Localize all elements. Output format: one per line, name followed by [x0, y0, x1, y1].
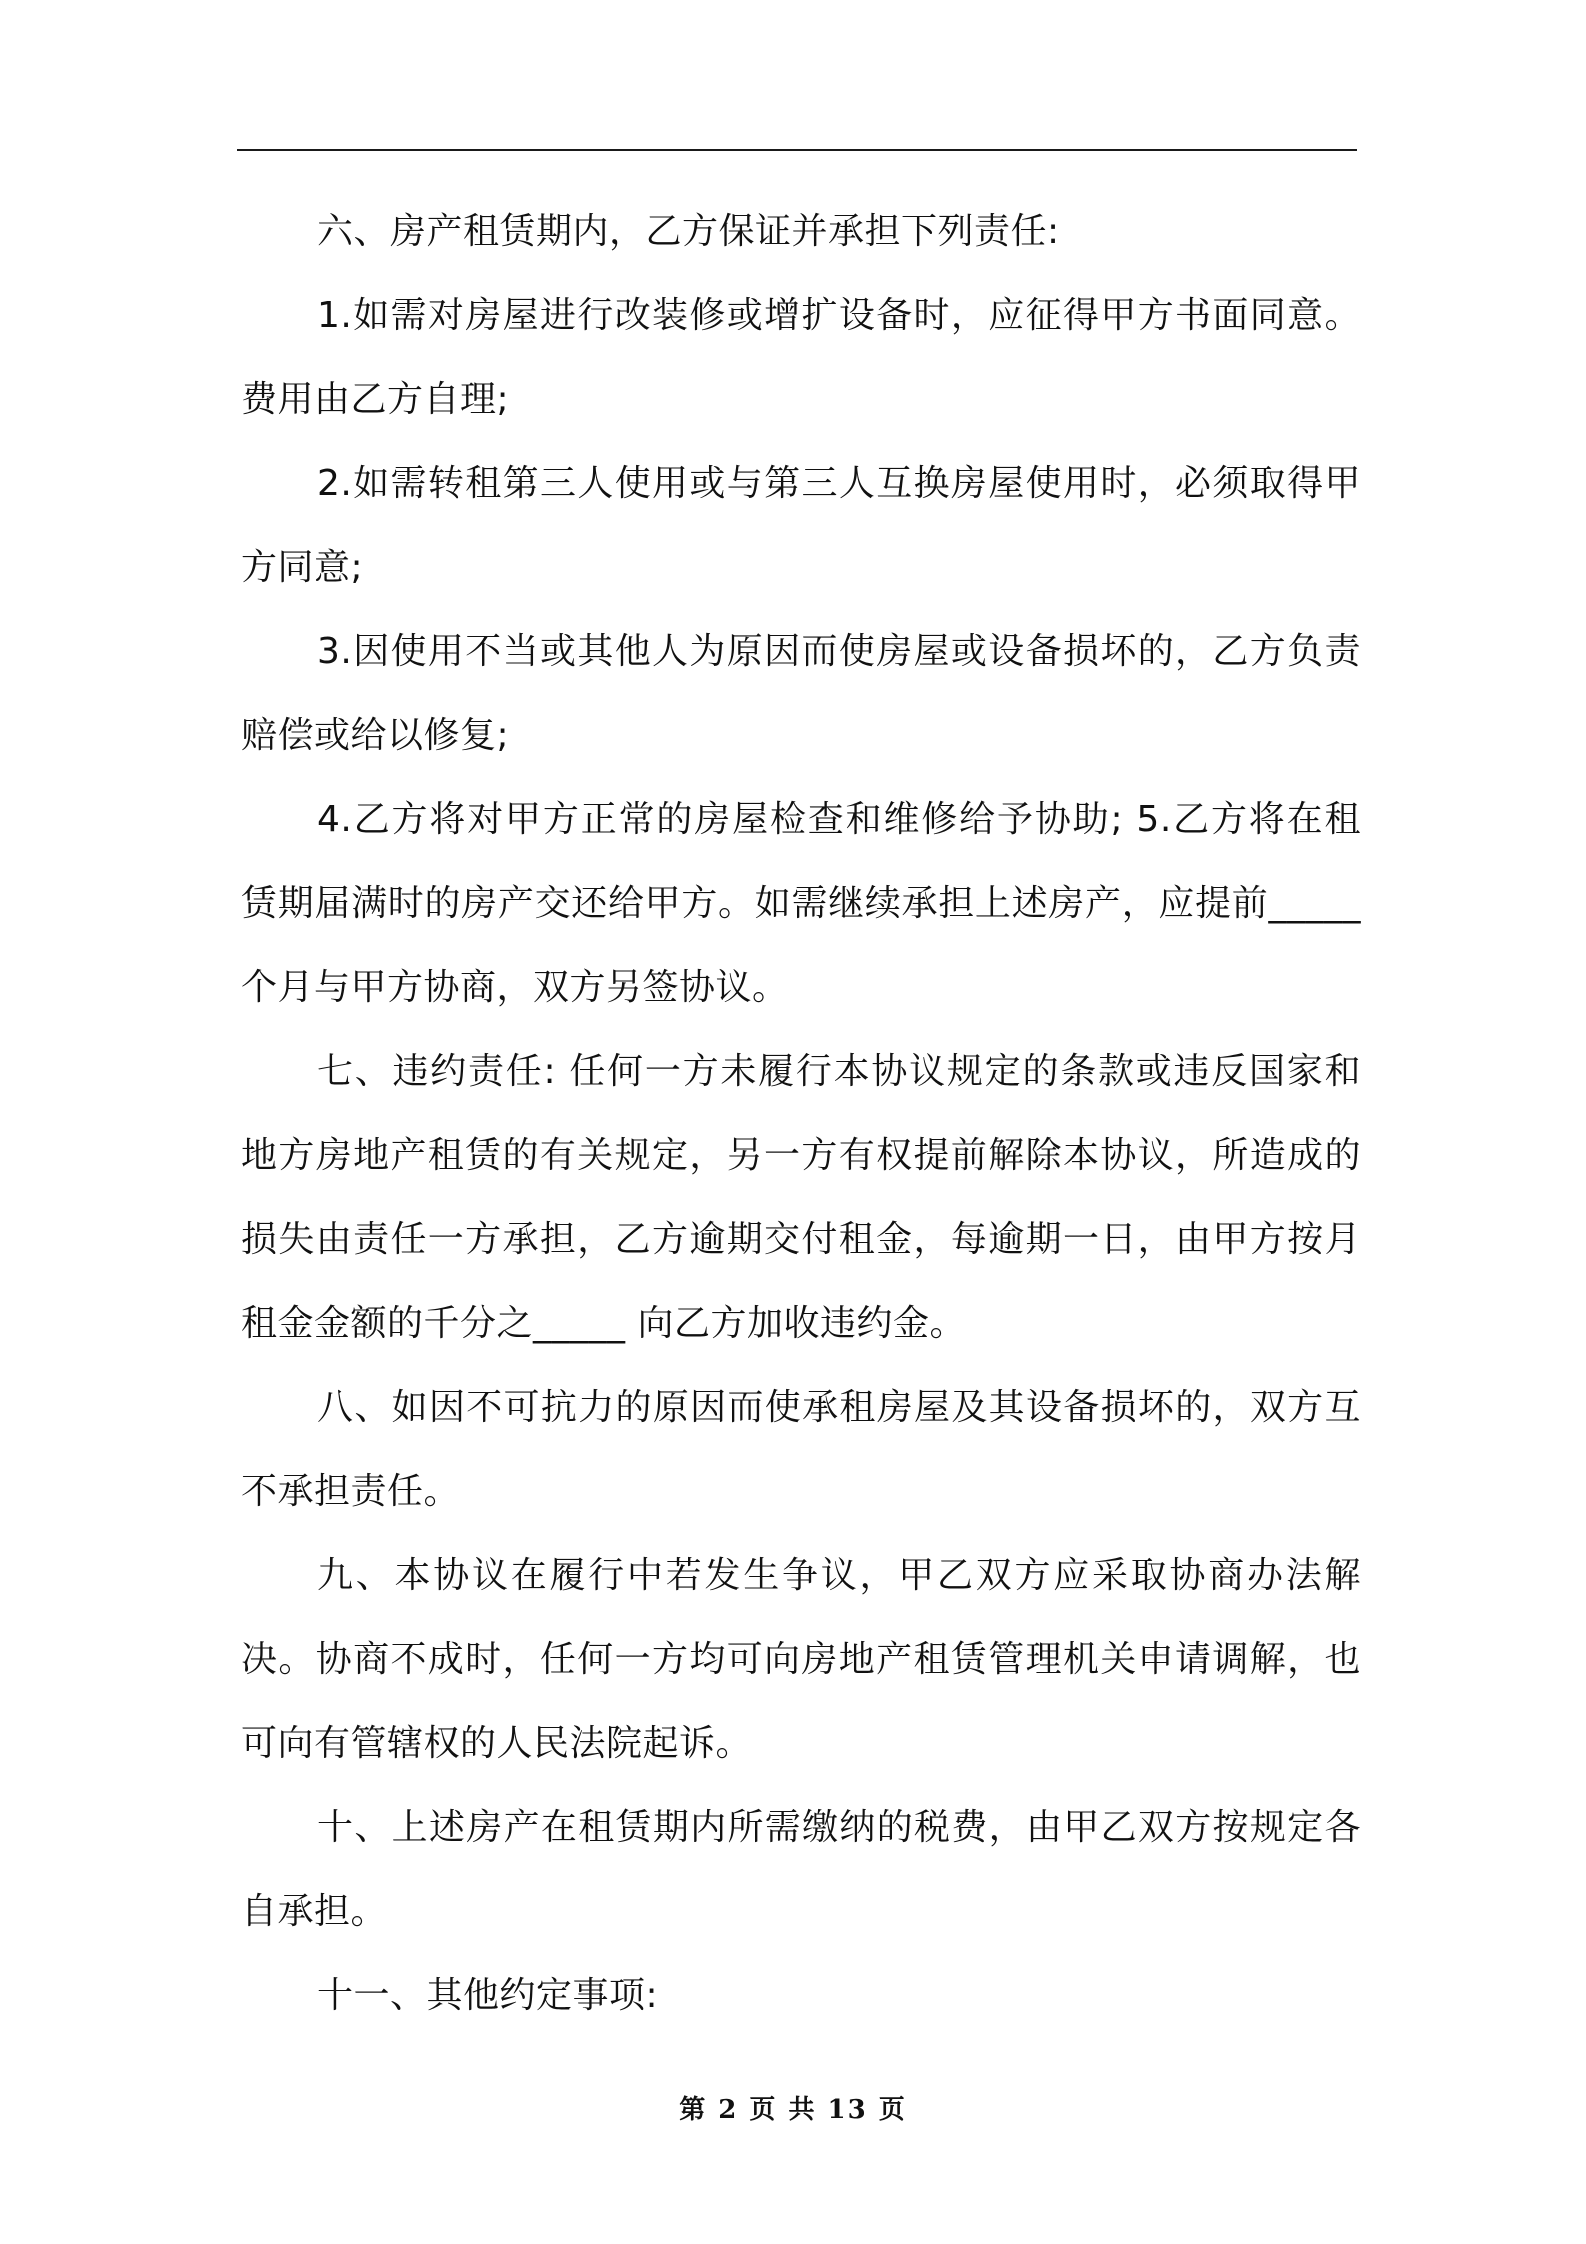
- clause-11: 十一、其他约定事项:: [317, 1975, 659, 2016]
- clause-8: 八、如因不可抗力的原因而使承租房屋及其设备损坏的，双方互不承担责任。: [241, 1387, 1361, 1512]
- page-number: 第 2 页 共 13 页: [679, 2095, 907, 2125]
- clause-10: 十、上述房产在租赁期内所需缴纳的税费，由甲乙双方按规定各自承担。: [241, 1807, 1361, 1932]
- clause-9: 九、本协议在履行中若发生争议，甲乙双方应采取协商办法解决。协商不成时，任何一方均可向房地产租赁管理机关申请调解，也可向有管辖权的人民法院起诉。: [241, 1555, 1361, 1764]
- clause-6-item-3: 3.因使用不当或其他人为原因而使房屋或设备损坏的，乙方负责赔偿或给以修复;: [241, 631, 1361, 756]
- clause-6-item-4-5: 4.乙方将对甲方正常的房屋检查和维修给予协助; 5.乙方将在租赁期届满时的房产交还给甲方。如需继续承担上述房产，应提前_____ 个月与甲方协商，双方另签协议。: [241, 799, 1361, 1008]
- clause-6-item-1: 1.如需对房屋进行改装修或增扩设备时，应征得甲方书面同意。费用由乙方自理;: [241, 295, 1361, 420]
- document-body: [241, 190, 1361, 2038]
- clause-6: 六、房产租赁期内，乙方保证并承担下列责任:: [317, 211, 1060, 252]
- header-rule: [237, 149, 1357, 151]
- clause-7: 七、违约责任: 任何一方未履行本协议规定的条款或违反国家和地方房地产租赁的有关规定，另一方有权提前解除本协议，所造成的损失由责任一方承担，乙方逾期交付租金，每逾期一日，由甲方按月租金金额的千分之_____ 向乙方加收违约金。: [241, 1051, 1361, 1344]
- clause-6-item-2: 2.如需转租第三人使用或与第三人互换房屋使用时，必须取得甲方同意;: [241, 463, 1361, 588]
